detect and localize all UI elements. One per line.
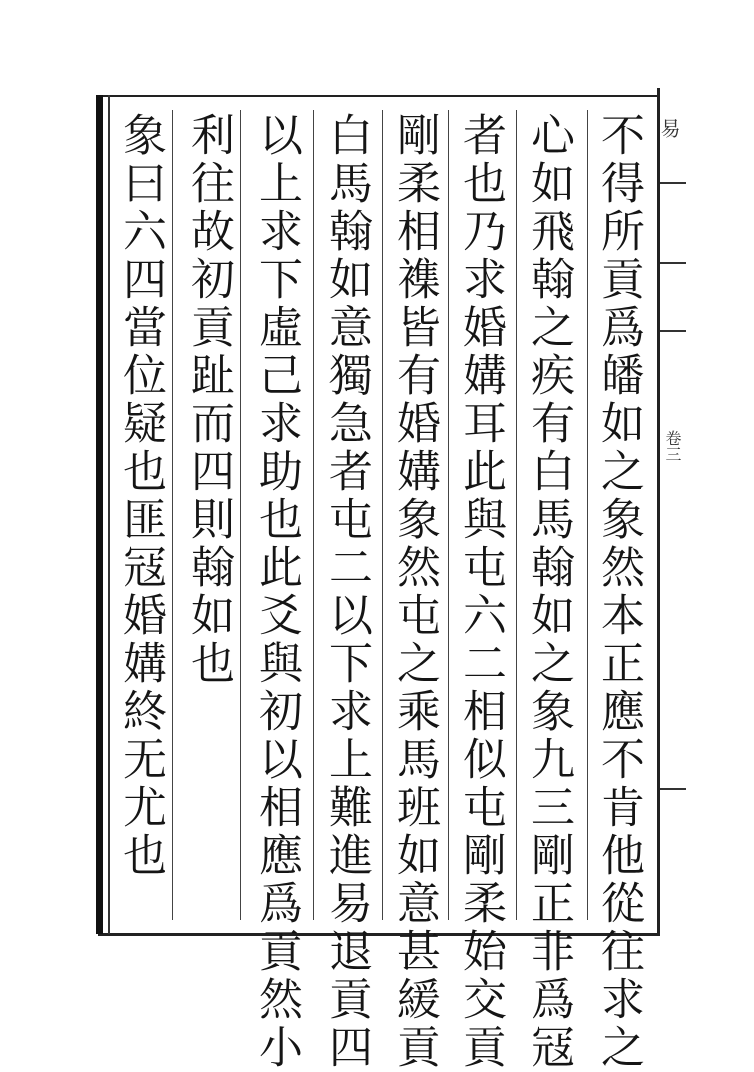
margin-tick — [660, 788, 686, 790]
column-rule — [587, 110, 588, 920]
frame-left-inner-rule — [108, 95, 110, 934]
text-column-7: 利往故初貢趾而四則翰如也 — [183, 112, 234, 688]
frame-left-border — [96, 95, 103, 934]
column-rule — [448, 110, 449, 920]
text-column-8: 象曰六四當位疑也匪冦婚媾終无尤也 — [115, 112, 166, 880]
margin-tick — [660, 262, 686, 264]
margin-volume-label: 卷三 — [663, 430, 682, 462]
text-column-1: 不得所貢爲皤如之象然本正應不肯他從往求之 — [593, 112, 644, 1072]
column-rule — [516, 110, 517, 920]
text-column-6: 以上求下虛己求助也此爻與初以相應爲貢然小 — [251, 112, 302, 1072]
column-rule — [382, 110, 383, 920]
text-column-4: 剛柔相襍皆有婚媾象然屯之乘馬班如意甚緩貢 — [389, 112, 440, 1072]
text-column-5: 白馬翰如意獨急者屯二以下求上難進易退貢四 — [321, 112, 372, 1072]
text-column-2: 心如飛翰之疾有白馬翰如之象九三剛正非爲冦 — [523, 112, 574, 1072]
margin-book-title: 易 — [657, 118, 681, 158]
margin-tick — [660, 182, 686, 184]
column-rule — [313, 110, 314, 920]
column-rule — [172, 110, 173, 920]
margin-tick — [660, 330, 686, 332]
column-rule — [240, 110, 241, 920]
frame-right-border — [657, 88, 660, 933]
text-column-3: 者也乃求婚媾耳此與屯六二相似屯剛柔始交貢 — [455, 112, 506, 1072]
